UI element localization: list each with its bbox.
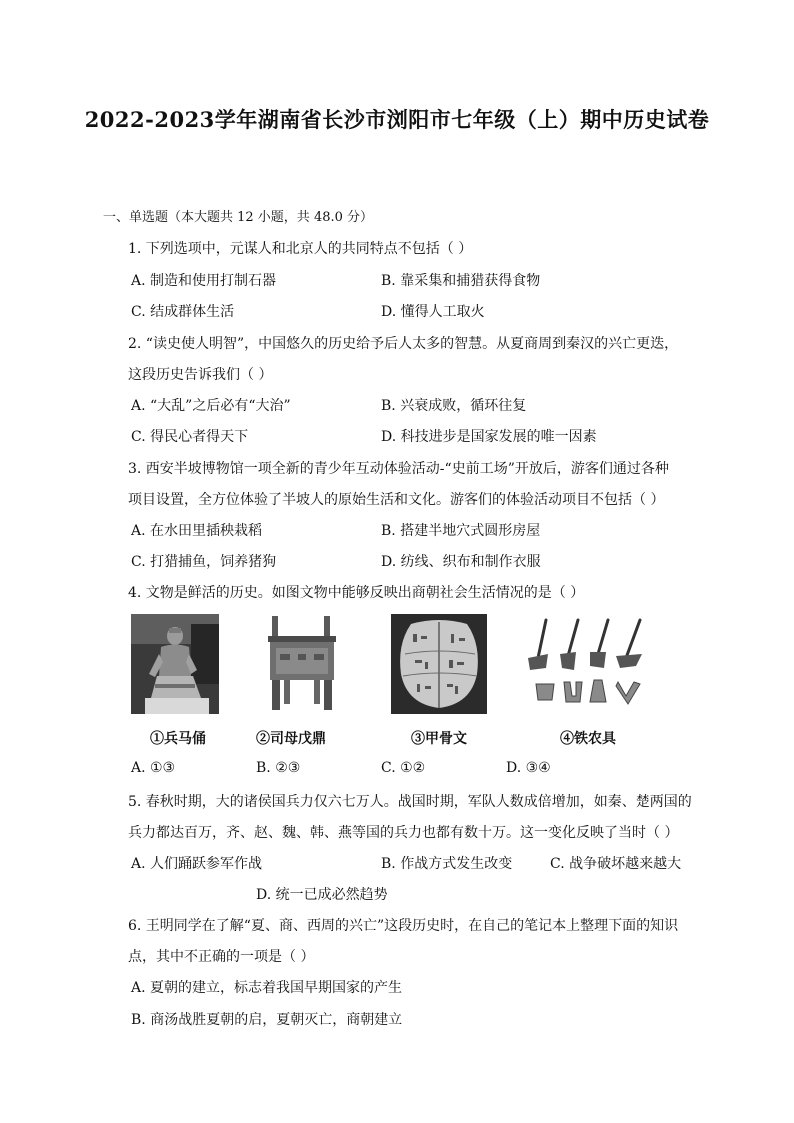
q4-option-b: B. ②③ [256,760,301,776]
q1-option-d: D. 懂得人工取火 [381,304,485,320]
q5-option-c: C. 战争破坏越来越大 [550,856,682,872]
q4-option-c: C. ①② [381,760,426,776]
exam-title: 2022-2023学年湖南省长沙市浏阳市七年级（上）期中历史试卷 [84,107,710,132]
q3-option-a: A. 在水田里插秧栽稻 [131,523,263,539]
caption-iron-tools: ④铁农具 [560,731,616,747]
q5-stem-line2: 兵力都达百万，齐、赵、魏、韩、燕等国的兵力也都有数十万。这一变化反映了当时（ ） [128,825,679,841]
q6-option-a: A. 夏朝的建立，标志着我国早期国家的产生 [131,980,403,996]
q4-option-d: D. ③④ [506,760,551,776]
q4-option-a: A. ①③ [131,760,176,776]
q1-option-c: C. 结成群体生活 [131,304,235,320]
q3-stem-line1: 3. 西安半坡博物馆一项全新的青少年互动体验活动-“史前工场”开放后，游客们通过各种 [128,461,669,477]
caption-terracotta-warriors: ①兵马俑 [150,731,206,747]
q5-option-a: A. 人们踊跃参军作战 [131,856,263,872]
q1-option-a: A. 制造和使用打制石器 [131,273,277,289]
caption-oracle-bone: ③甲骨文 [411,731,467,747]
q1-stem: 1. 下列选项中，元谋人和北京人的共同特点不包括（ ） [128,241,473,257]
oracle-bone-image [391,614,487,714]
q3-option-c: C. 打猎捕鱼，饲养猪狗 [131,554,277,570]
q5-option-b: B. 作战方式发生改变 [381,856,513,872]
q6-stem-line1: 6. 王明同学在了解“夏、商、西周的兴亡”这段历史时，在自己的笔记本上整理下面的知识 [128,918,679,934]
q5-option-d: D. 统一已成必然趋势 [256,887,388,903]
q2-option-b: B. 兴衰成败，循环往复 [381,398,527,414]
iron-farm-tools-image [524,614,648,714]
q3-option-b: B. 搭建半地穴式圆形房屋 [381,523,541,539]
terracotta-warrior-image [131,614,219,714]
q6-option-b: B. 商汤战胜夏朝的启，夏朝灭亡，商朝建立 [131,1012,403,1028]
q3-option-d: D. 纺线、织布和制作衣服 [381,554,541,570]
q2-option-c: C. 得民心者得天下 [131,429,249,445]
q1-option-b: B. 靠采集和捕猎获得食物 [381,273,541,289]
q2-option-a: A. “大乱”之后必有“大治” [131,398,291,414]
q6-stem-line2: 点，其中不正确的一项是（ ） [128,949,315,965]
section-heading: 一、单选题（本大题共 12 小题，共 48.0 分） [103,210,374,225]
q4-stem: 4. 文物是鲜活的历史。如图文物中能够反映出商朝社会生活情况的是（ ） [128,585,585,601]
q2-option-d: D. 科技进步是国家发展的唯一因素 [381,429,597,445]
simuwu-ding-image [258,614,346,714]
q3-stem-line2: 项目设置，全方位体验了半坡人的原始生活和文化。游客们的体验活动项目不包括（ ） [128,492,665,508]
caption-simuwu-ding: ②司母戊鼎 [256,731,326,747]
q5-stem-line1: 5. 春秋时期，大的诸侯国兵力仅六七万人。战国时期，军队人数成倍增加，如秦、楚两国的 [128,794,692,810]
q2-stem-line2: 这段历史告诉我们（ ） [128,367,273,383]
q2-stem-line1: 2. “读史使人明智”，中国悠久的历史给予后人太多的智慧。从夏商周到秦汉的兴亡更迭， [128,336,679,352]
